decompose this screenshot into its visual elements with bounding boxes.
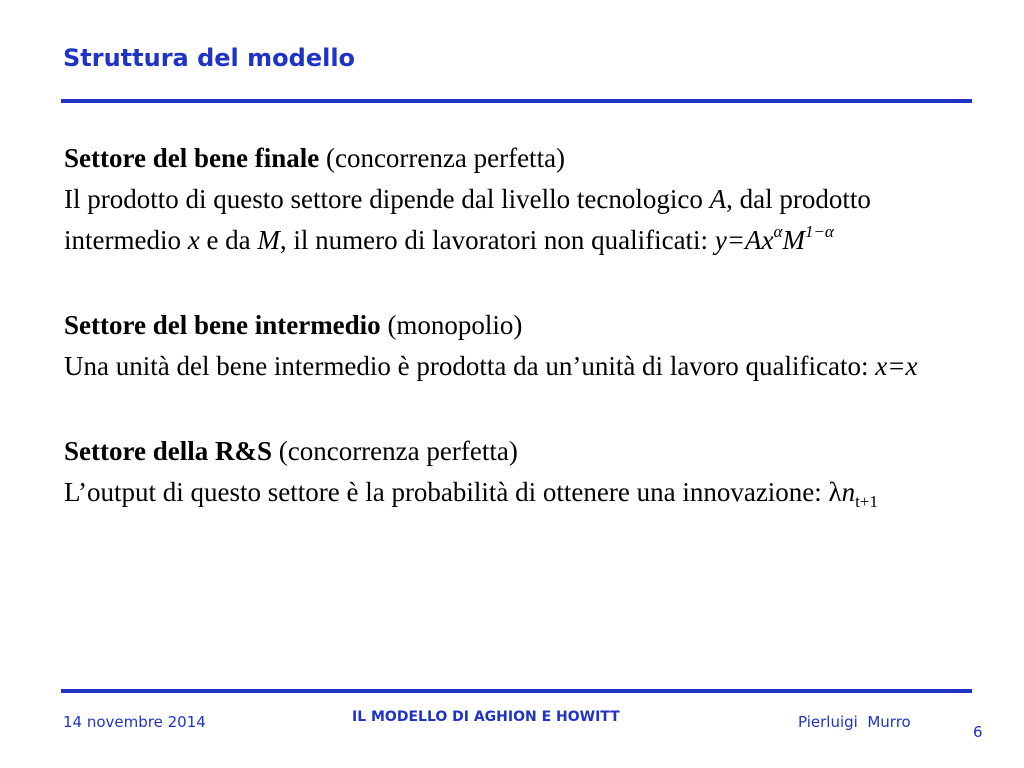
- section-heading-note: (concorrenza perfetta): [319, 143, 566, 173]
- formula-exponent-alpha: α: [773, 222, 783, 241]
- production-formula: y=Ax: [714, 225, 774, 255]
- section-heading-note: (monopolio): [380, 310, 523, 340]
- body-text: Il prodotto di questo settore dipende dal livello tecnologico: [64, 184, 710, 214]
- section-spacer: [64, 261, 969, 305]
- intermediate-formula: x=x: [875, 351, 918, 381]
- formula-exponent-one-minus-alpha: 1−α: [804, 222, 834, 241]
- section-heading-rd: [64, 431, 969, 472]
- section-heading-final-good: [64, 138, 969, 179]
- slide-body: [64, 138, 969, 513]
- section-text-rd: [64, 472, 969, 513]
- footer-author: Pierluigi Murro: [798, 713, 911, 731]
- footer-date: 14 novembre 2014: [63, 713, 206, 731]
- section-text-final-good: [64, 179, 969, 261]
- section-text-intermediate-good: [64, 346, 969, 387]
- slide-title: Struttura del modello: [63, 44, 356, 72]
- footer-divider: [61, 689, 972, 693]
- formula-lambda: λ: [828, 477, 842, 507]
- section-spacer: [64, 387, 969, 431]
- section-heading-bold: Settore del bene intermedio: [64, 310, 381, 340]
- title-divider: [61, 99, 972, 103]
- body-text: Una unità del bene intermedio è prodotta da un’unità di lavoro qualificato:: [64, 351, 876, 381]
- body-text: e da: [199, 225, 258, 255]
- footer-presentation-title: IL MODELLO DI AGHION E HOWITT: [352, 709, 620, 725]
- variable-a: A: [709, 184, 727, 214]
- section-heading-note: (concorrenza perfetta): [271, 436, 518, 466]
- section-heading-bold: Settore della R&S: [64, 436, 272, 466]
- variable-m: M: [257, 225, 280, 255]
- body-text: L’output di questo settore è la probabilità di ottenere una innovazione:: [64, 477, 829, 507]
- section-heading-intermediate-good: [64, 305, 969, 346]
- page-number: 6: [973, 723, 983, 741]
- section-heading-bold: Settore del bene finale: [64, 143, 320, 173]
- variable-x: x: [187, 225, 200, 255]
- formula-subscript-t-plus-1: t+1: [855, 492, 878, 511]
- formula-variable-m: M: [782, 225, 805, 255]
- formula-variable-n: n: [841, 477, 856, 507]
- body-text: , dal prodotto intermedio: [64, 184, 871, 255]
- body-text: , il numero di lavoratori non qualificati:: [279, 225, 715, 255]
